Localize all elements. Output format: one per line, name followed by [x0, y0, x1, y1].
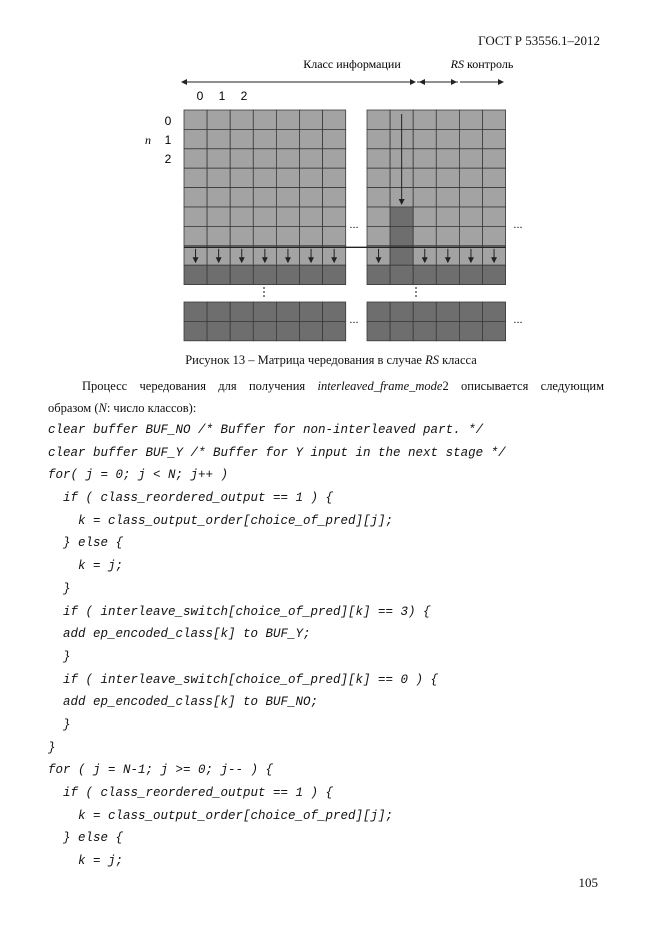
matrix-cell	[323, 207, 346, 226]
matrix-cell	[413, 188, 436, 207]
code-line: for( j = 0; j < N; j++ )	[48, 468, 229, 483]
matrix-cell	[483, 168, 506, 187]
matrix-cell	[367, 110, 390, 129]
code-line: k = j;	[48, 559, 124, 574]
code-line: k = class_output_order[choice_of_pred][j];	[48, 513, 394, 528]
matrix-cell	[207, 207, 230, 226]
matrix-cell	[367, 129, 390, 148]
matrix-cell	[413, 321, 436, 340]
matrix-cell	[253, 110, 276, 129]
code-line: k = j;	[48, 854, 124, 869]
matrix-cell	[253, 129, 276, 148]
matrix-cell	[436, 302, 459, 321]
matrix-cell	[413, 207, 436, 226]
matrix-cell	[413, 302, 436, 321]
matrix-cell	[253, 321, 276, 340]
code-line: add ep_encoded_class[k] to BUF_Y;	[48, 627, 311, 642]
matrix-cell	[323, 110, 346, 129]
class-info-label: Класс информации	[303, 57, 401, 71]
matrix-cell	[184, 302, 207, 321]
matrix-cell	[230, 226, 253, 245]
matrix-cell	[459, 168, 482, 187]
code-line: }	[48, 649, 71, 664]
matrix-cell	[436, 168, 459, 187]
matrix-cell	[184, 265, 207, 284]
ellipsis-right-lower: ...	[349, 314, 359, 326]
matrix-cell	[184, 129, 207, 148]
matrix-cell	[276, 110, 299, 129]
row-label-0: 0	[164, 114, 172, 128]
matrix-cell	[253, 207, 276, 226]
matrix-cell	[207, 149, 230, 168]
matrix-cell	[483, 265, 506, 284]
col-label-1: 1	[218, 89, 226, 103]
code-line: k = class_output_order[choice_of_pred][j];	[48, 808, 394, 823]
row-label-1: 1	[164, 133, 172, 147]
matrix-cell	[436, 188, 459, 207]
matrix-cell	[436, 110, 459, 129]
matrix-cell	[207, 168, 230, 187]
matrix-cell	[436, 207, 459, 226]
matrix-cell	[207, 226, 230, 245]
matrix-cell	[390, 207, 413, 226]
matrix-cell	[390, 226, 413, 245]
matrix-cell	[413, 226, 436, 245]
matrix-cell	[367, 302, 390, 321]
code-line: clear buffer BUF_NO /* Buffer for non-interleaved part. */	[48, 423, 484, 437]
code-line: }	[48, 717, 71, 732]
ellipsis-far-right-lower: ...	[513, 314, 523, 326]
matrix-cell	[459, 265, 482, 284]
matrix-cell	[276, 302, 299, 321]
matrix-cell	[390, 265, 413, 284]
matrix-cell	[184, 207, 207, 226]
matrix-cell	[300, 265, 323, 284]
matrix-cell	[230, 129, 253, 148]
matrix-cell	[459, 302, 482, 321]
matrix-cell	[207, 321, 230, 340]
matrix-cell	[367, 207, 390, 226]
matrix-cell	[184, 188, 207, 207]
code-line: if ( class_reordered_output == 1 ) {	[48, 491, 334, 506]
matrix-cell	[276, 265, 299, 284]
matrix-cell	[230, 265, 253, 284]
matrix-cell	[459, 226, 482, 245]
col-label-2: 2	[240, 89, 248, 103]
matrix-cell	[207, 110, 230, 129]
code-line: clear buffer BUF_Y /* Buffer for Y input in the next stage */	[48, 445, 506, 460]
code-line: }	[48, 740, 56, 755]
matrix-cell	[300, 207, 323, 226]
vertical-ellipsis-right	[415, 287, 417, 297]
code-line: for ( j = N-1; j >= 0; j-- ) {	[48, 763, 274, 778]
matrix-cell	[300, 149, 323, 168]
matrix-cell	[367, 321, 390, 340]
matrix-cell	[276, 226, 299, 245]
code-line: add ep_encoded_class[k] to BUF_NO;	[48, 695, 319, 710]
standard-header: ГОСТ Р 53556.1–2012	[478, 33, 600, 48]
matrix-cell	[483, 226, 506, 245]
matrix-cell	[483, 149, 506, 168]
matrix-cell	[436, 321, 459, 340]
matrix-cell	[323, 129, 346, 148]
matrix-cell	[276, 188, 299, 207]
matrix-cell	[276, 129, 299, 148]
matrix-cell	[436, 226, 459, 245]
matrix-cell	[184, 149, 207, 168]
matrix-cell	[300, 168, 323, 187]
matrix-cell	[300, 302, 323, 321]
matrix-cell	[184, 321, 207, 340]
axis-n-label: n	[145, 133, 151, 147]
code-line: if ( interleave_switch[choice_of_pred][k] == 3) {	[48, 604, 431, 619]
matrix-cell	[413, 129, 436, 148]
matrix-cell	[413, 149, 436, 168]
body-paragraph-2: образом (N: число классов):	[48, 401, 197, 415]
matrix-cell	[459, 188, 482, 207]
matrix-cell	[276, 207, 299, 226]
matrix-cell	[253, 265, 276, 284]
matrix-cell	[276, 168, 299, 187]
matrix-cell	[367, 149, 390, 168]
matrix-cell	[483, 110, 506, 129]
matrix-cell	[184, 168, 207, 187]
matrix-cell	[459, 110, 482, 129]
matrix-cell	[230, 110, 253, 129]
matrix-cell	[390, 321, 413, 340]
matrix-cell	[276, 321, 299, 340]
matrix-cell	[276, 149, 299, 168]
matrix-cell	[207, 188, 230, 207]
matrix-cell	[483, 188, 506, 207]
matrix-cell	[300, 129, 323, 148]
matrix-cell	[459, 321, 482, 340]
matrix-cell	[253, 188, 276, 207]
matrix-cell	[323, 265, 346, 284]
matrix-cell	[390, 246, 413, 265]
matrix-cell	[253, 168, 276, 187]
matrix-cell	[459, 149, 482, 168]
matrix-cell	[483, 302, 506, 321]
ellipsis-far-right-upper: ...	[513, 219, 523, 231]
matrix-cell	[413, 265, 436, 284]
matrix-cell	[230, 321, 253, 340]
matrix-cell	[413, 168, 436, 187]
matrix-cell	[390, 302, 413, 321]
ellipsis-right-upper: ...	[349, 219, 359, 231]
code-line: if ( interleave_switch[choice_of_pred][k] == 0 ) {	[48, 672, 439, 687]
matrix-cell	[300, 321, 323, 340]
matrix-cell	[436, 129, 459, 148]
matrix-cell	[300, 188, 323, 207]
matrix-cell	[323, 168, 346, 187]
code-line: }	[48, 581, 71, 596]
matrix-cell	[230, 207, 253, 226]
matrix-cell	[323, 321, 346, 340]
matrix-cell	[230, 188, 253, 207]
matrix-cell	[207, 302, 230, 321]
matrix-cell	[323, 188, 346, 207]
vertical-ellipsis-left	[263, 287, 265, 297]
matrix-cell	[253, 302, 276, 321]
matrix-cell	[367, 265, 390, 284]
matrix-cell	[436, 265, 459, 284]
matrix-cell	[323, 149, 346, 168]
matrix-cell	[207, 265, 230, 284]
matrix-cell	[184, 226, 207, 245]
matrix-cell	[323, 302, 346, 321]
body-paragraph-1: Процесс чередования для получения interleaved_frame_mode2 описывается следующим	[82, 379, 604, 393]
matrix-cell	[367, 188, 390, 207]
matrix-cell	[253, 226, 276, 245]
matrix-cell	[184, 110, 207, 129]
code-line: } else {	[48, 536, 124, 551]
matrix-cell	[483, 321, 506, 340]
matrix-cell	[367, 168, 390, 187]
code-listing	[48, 419, 506, 873]
matrix-cell	[436, 149, 459, 168]
matrix-cell	[230, 302, 253, 321]
col-label-0: 0	[196, 89, 204, 103]
row-label-2: 2	[164, 152, 172, 166]
code-line: if ( class_reordered_output == 1 ) {	[48, 786, 334, 800]
interleave-matrix-figure	[140, 50, 540, 350]
matrix-cell	[300, 110, 323, 129]
matrix-cell	[230, 149, 253, 168]
page-number: 105	[578, 875, 598, 890]
matrix-cell	[253, 149, 276, 168]
matrix-cell	[230, 168, 253, 187]
matrix-cell	[459, 207, 482, 226]
matrix-cell	[483, 129, 506, 148]
matrix-cell	[413, 110, 436, 129]
matrix-cell	[207, 129, 230, 148]
rs-control-label: RS контроль	[450, 57, 514, 71]
matrix-cell	[459, 129, 482, 148]
code-line: } else {	[48, 831, 124, 846]
matrix-cell	[300, 226, 323, 245]
matrix-cell	[483, 207, 506, 226]
matrix-cell	[367, 226, 390, 245]
matrix-cell	[323, 226, 346, 245]
figure-caption: Рисунок 13 – Матрица чередования в случае RS класса	[185, 353, 477, 367]
